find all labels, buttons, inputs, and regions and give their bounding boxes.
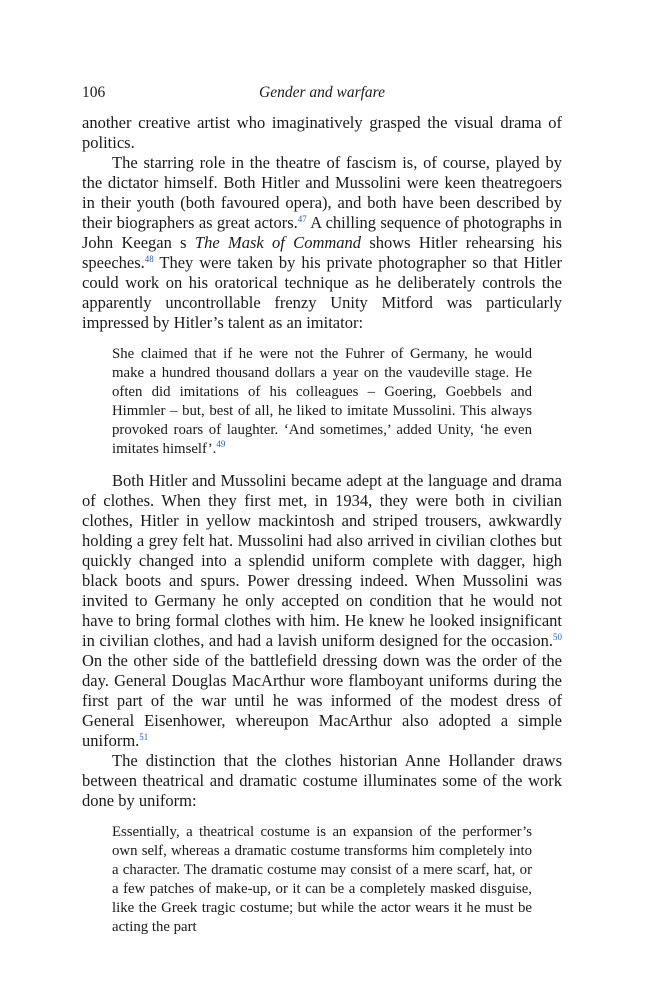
footnote-ref-50[interactable]: 50 (553, 632, 562, 642)
paragraph-text: another creative artist who imaginatively grasped the visual drama of politics. (82, 113, 562, 152)
footnote-ref-51[interactable]: 51 (139, 732, 149, 742)
paragraph-text: Both Hitler and Mussolini became adept at the language and drama of clothes. When they first met, in 1934, they were both in civilian clothes, Hitler in yellow mackintosh and striped trousers, awkwardly holding a grey felt hat. Mussolini had also arrived in civilian clothes but quickly changed into a splendid uniform complete with dagger, high black boots and spurs. Power dressing indeed. When Mussolini was invited to Germany he only accepted on condition that he would not have to bring formal clothes with him. He knew he looked insignificant in civilian clothes, and had a lavish uniform designed for the occasion. (82, 471, 562, 650)
running-head: Gender and warfare (259, 84, 385, 101)
paragraph-text: A chilling sequence of photographs in John Keegan s (82, 213, 563, 252)
paragraph-continued (82, 113, 562, 153)
quote-text: She claimed that if he were not the Fuhrer of Germany, he would make a hundred thousand dollars a year on the vaudeville stage. He often did imitations of his colleagues – Goering, Goebbels and Himmler – but, best of all, he liked to imitate Mussolini. This always provoked roars of laughter. ‘And sometimes,’ added Unity, ‘he even imitates himself’. (112, 346, 532, 457)
footnote-ref-49[interactable]: 49 (216, 439, 226, 449)
page-header (82, 84, 562, 106)
paragraph-starring-role (82, 153, 562, 333)
paragraph-text: shows Hitler rehearsing his speeches. (82, 233, 562, 272)
block-quote-costume (112, 823, 532, 937)
paragraph-text: They were taken by his private photographer so that Hitler could work on his oratorical technique as he deliberately controls the apparently uncontrollable frenzy Unity Mitford was particularly impressed by Hitler’s talent as an imitator: (82, 253, 562, 332)
footnote-ref-47[interactable]: 47 (297, 214, 307, 224)
paragraph-hollander (82, 751, 562, 811)
paragraph-text: On the other side of the battlefield dressing down was the order of the day. General Douglas MacArthur wore flamboyant uniforms during the first part of the war until he was informed of the modest dress of General Eisenhower, whereupon MacArthur also adopted a simple uniform. (82, 651, 562, 750)
footnote-ref-48[interactable]: 48 (144, 254, 154, 264)
paragraph-clothes (82, 471, 562, 751)
page-number: 106 (82, 84, 106, 101)
body-text (82, 113, 562, 949)
paragraph-text: The distinction that the clothes historian Anne Hollander draws between theatrical and dramatic costume illuminates some of the work done by uniform: (82, 751, 562, 810)
book-title: The Mask of Command (194, 233, 362, 252)
block-quote-unity (112, 345, 532, 459)
paragraph-text: The starring role in the theatre of fascism is, of course, played by the dictator himself. Both Hitler and Mussolini were keen theatregoers in their youth (both favoured opera), and both have been described by their biographers as great actors. (82, 153, 562, 232)
quote-text: Essentially, a theatrical costume is an expansion of the performer’s own self, whereas a dramatic costume transforms him completely into a character. The dramatic costume may consist of a mere scarf, hat, or a few patches of make-up, or it can be a completely masked disguise, like the Greek tragic costume; but while the actor wears it he must be acting the part (112, 824, 532, 935)
